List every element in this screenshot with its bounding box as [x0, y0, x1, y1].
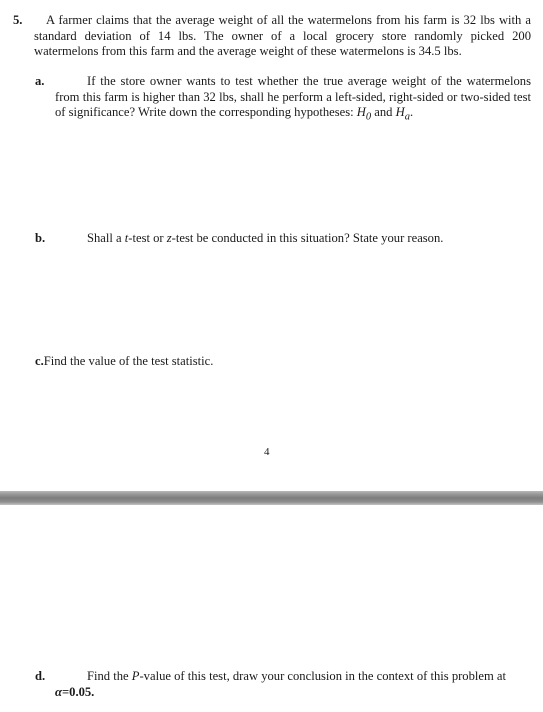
alpha-symbol: α — [55, 684, 62, 699]
part-c-label: c. — [35, 354, 44, 368]
part-a-label: a. — [35, 74, 45, 88]
h0-symbol: H — [356, 105, 366, 120]
part-a-text: If the store owner wants to test whether the true average weight of the watermelons from this farm is higher than 32 lbs, shall he perform a left-sided, right-sided or two-sided test of significance? Write down the corresponding hypotheses: $H_0$ and $H_a$. — [55, 74, 531, 123]
part-b-text: Shall a t-test or z-test be conducted in this situation? State your reason. — [87, 231, 444, 245]
question-text: A farmer claims that the average weight of all the watermelons from his farm is 32 lbs with a standard deviation of 14 lbs. The owner of a local grocery store randomly picked 200 watermelons from this farm and the average weight of these watermelons is 34.5 lbs. — [34, 13, 531, 59]
ha-symbol: H — [395, 105, 405, 120]
page-number: 4 — [264, 446, 270, 458]
part-d-text: Find the P-value of this test, draw your conclusion in the context of this problem at α=0.05. — [55, 669, 507, 699]
part-c-text: Find the value of the test statistic. — [43, 354, 214, 368]
question-number: 5. — [13, 13, 23, 27]
part-b-label: b. — [35, 231, 46, 245]
part-d-label: d. — [35, 669, 46, 683]
page-separator — [0, 491, 543, 505]
part-c — [35, 354, 531, 370]
